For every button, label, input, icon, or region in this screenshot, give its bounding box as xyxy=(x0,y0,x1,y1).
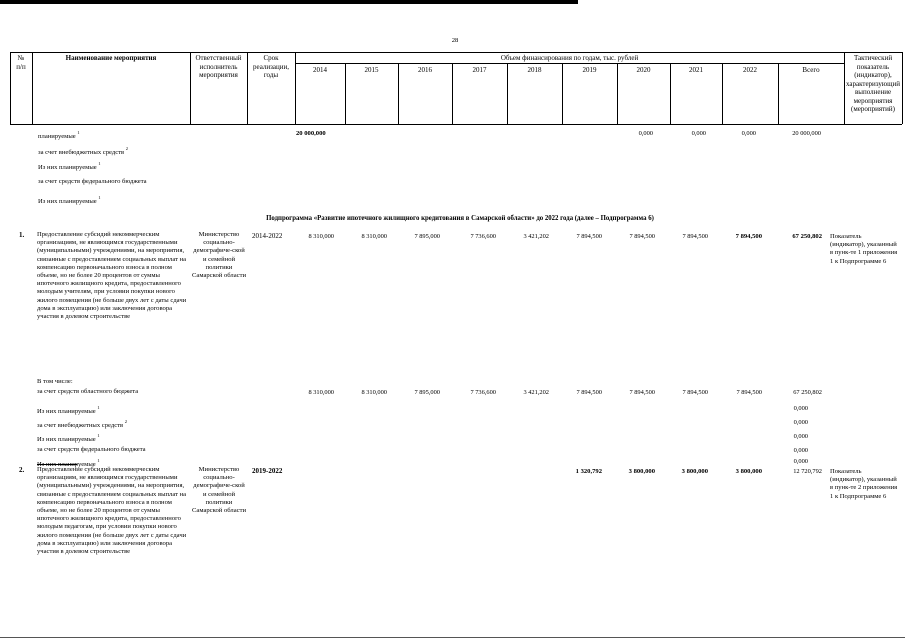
value-2022: 7 894,500 xyxy=(735,233,762,240)
row-label: Из них планируемые $^1$ xyxy=(37,433,100,443)
item-responsible: Министерство социально-демографиче-ской и семейной политики Самарской области xyxy=(192,466,246,515)
value-total: 67 250,802 xyxy=(792,233,822,240)
item-responsible: Министерство социально-демографиче-ской и семейной политики Самарской области xyxy=(192,231,246,280)
row-label: за счет внебюджетных средств $^2$ xyxy=(38,146,129,156)
value-total: 0,000 xyxy=(793,447,808,454)
value-2022: 3 800,000 xyxy=(735,468,762,475)
value-2020: 0,000 xyxy=(638,130,653,137)
value-total: 0,000 xyxy=(793,458,808,465)
header-col-term: Срок реализации, годы xyxy=(253,54,289,79)
scan-edge-top xyxy=(0,0,578,4)
scan-edge-bottom xyxy=(0,637,905,638)
row-label: Из них планируемые $^1$ xyxy=(37,458,100,468)
row-label: Из них планируемые $^1$ xyxy=(38,161,101,171)
value-2017: 7 736,600 xyxy=(470,233,496,240)
value-2017: 7 736,600 xyxy=(470,389,496,396)
header-col-name: Наименование мероприятия xyxy=(65,54,157,62)
item-name: Предоставление субсидий некоммерческим организациям, не являющимся государственными (муниципальными) учреждениями, на мероприятия, связанные с предоставлением социальных выплат на компенсацию первоначального взноса в полном объеме, но не более 20 процентов от суммы ипотечного жилищного кредита, предоставленного молодым учителям, при условии покупки нового жилого помещения (не больше двух лет с даты сдачи дома в эксплуатацию) или заключения договора участия в долевом строительстве xyxy=(37,231,187,321)
value-2021: 7 894,500 xyxy=(682,389,708,396)
header-year: 2021 xyxy=(689,66,703,74)
incl-label: В том числе: xyxy=(37,378,73,385)
value-2018: 3 421,202 xyxy=(523,389,549,396)
item-number: 2. xyxy=(19,466,25,474)
value-2015: 8 310,000 xyxy=(361,233,387,240)
row-label: Из них планируемые $^1$ xyxy=(37,405,100,415)
value-total: 20 000,000 xyxy=(792,130,821,137)
row-label: за счет средств федерального бюджета xyxy=(37,446,146,453)
value-2019: 1 320,792 xyxy=(575,468,602,475)
row-label: планируемые $^1$ xyxy=(38,130,80,140)
value-2020: 3 800,000 xyxy=(628,468,655,475)
value-total: 12 720,792 xyxy=(793,468,822,475)
header-year: 2016 xyxy=(418,66,432,74)
row-divider xyxy=(37,464,77,465)
value-2022: 0,000 xyxy=(741,130,756,137)
value-2016: 7 895,000 xyxy=(414,233,440,240)
value-2021: 7 894,500 xyxy=(682,233,708,240)
value-2021: 3 800,000 xyxy=(681,468,708,475)
header-year: 2020 xyxy=(636,66,651,74)
row-label: за счет средств областного бюджета xyxy=(37,388,139,395)
value-2016: 7 895,000 xyxy=(414,389,440,396)
value-2020: 7 894,500 xyxy=(629,233,655,240)
value-2014: 8 310,000 xyxy=(308,233,334,240)
header-year: 2014 xyxy=(313,66,327,74)
value-total: 0,000 xyxy=(793,419,808,426)
value-2014: 20 000,000 xyxy=(296,130,326,137)
header-col-num: № п/п xyxy=(16,54,26,71)
value-2018: 3 421,202 xyxy=(523,233,549,240)
value-2019: 7 894,500 xyxy=(576,233,602,240)
header-col-indicator: Тактический показатель (индикатор), характеризующий выполнение мероприятия (мероприятий) xyxy=(845,54,901,113)
value-2015: 8 310,000 xyxy=(361,389,387,396)
header-year: 2018 xyxy=(527,66,542,74)
value-2021: 0,000 xyxy=(691,130,706,137)
value-total: 0,000 xyxy=(793,433,808,440)
header-year-total: Всего xyxy=(802,66,820,74)
value-2019: 7 894,500 xyxy=(576,389,602,396)
item-term: 2014-2022 xyxy=(252,232,283,240)
header-year: 2015 xyxy=(364,66,379,74)
value-2014: 8 310,000 xyxy=(308,389,334,396)
header-year: 2019 xyxy=(582,66,597,74)
item-indicator: Показатель (индикатор), указанный в пунк-те 2 приложения 1 к Подпрограмме 6 xyxy=(830,468,898,500)
value-2020: 7 894,500 xyxy=(629,389,655,396)
item-name: Предоставление субсидий некоммерческим организациям, не являющимся государственными (муниципальными) учреждениями, на мероприятия, связанные с предоставлением социальных выплат на компенсацию первоначального взноса в полном объеме, но не более 20 процентов от суммы ипотечного жилищного кредита, предоставленного молодым педагогам, при условии покупки нового жилого помещения (не больше двух лет с даты сдачи дома в эксплуатацию) или заключения договора участия в долевом строительстве xyxy=(37,466,187,556)
value-total: 67 250,802 xyxy=(793,389,822,396)
item-number: 1. xyxy=(19,231,25,239)
row-label: за счет внебюджетных средств $^2$ xyxy=(37,419,128,429)
value-total: 0,000 xyxy=(793,405,808,412)
value-2022: 7 894,500 xyxy=(736,389,762,396)
row-label: Из них планируемые $^1$ xyxy=(38,195,101,205)
header-col-resp: Ответственный исполнитель мероприятия xyxy=(195,54,242,79)
subprogram-title: Подпрограмма «Развитие ипотечного жилищного кредитования в Самарской области» до 2022 года (далее – Подпрограмма 6) xyxy=(266,215,654,222)
page-number: 28 xyxy=(451,37,459,44)
header-year: 2022 xyxy=(743,66,757,74)
header-year: 2017 xyxy=(472,66,487,74)
header-col-volume: Объем финансирования по годам, тыс. рублей xyxy=(500,54,639,62)
item-term: 2019-2022 xyxy=(252,467,283,475)
item-indicator: Показатель (индикатор), указанный в пунк-те 1 приложения 1 к Подпрограмме 6 xyxy=(830,233,898,265)
row-label: за счет средств федерального бюджета xyxy=(38,178,147,185)
